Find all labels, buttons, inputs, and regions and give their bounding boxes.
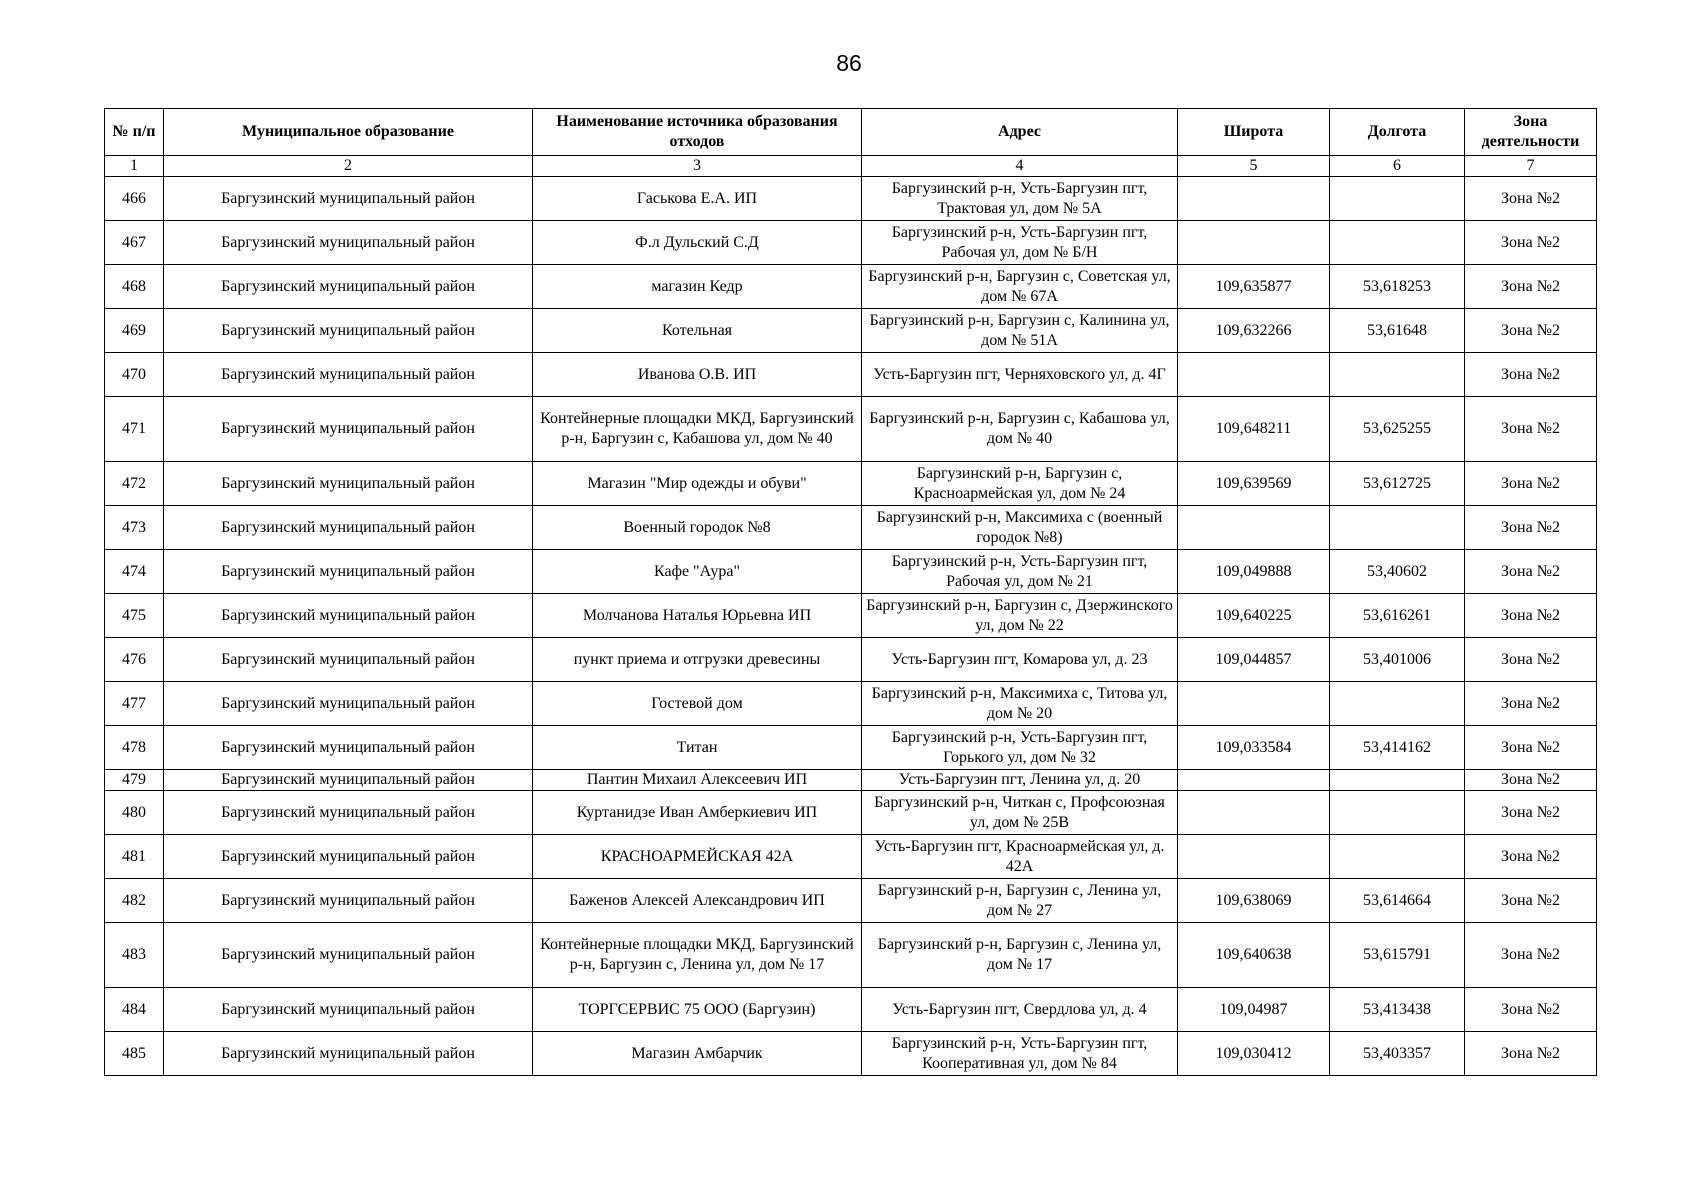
latitude-cell xyxy=(1178,353,1330,397)
row-number: 477 xyxy=(105,682,164,726)
zone-cell: Зона №2 xyxy=(1465,988,1597,1032)
source-cell: Кафе "Аура" xyxy=(533,550,862,594)
table-row xyxy=(105,221,1597,265)
zone-cell: Зона №2 xyxy=(1465,835,1597,879)
longitude-cell xyxy=(1330,791,1465,835)
table-row xyxy=(105,726,1597,770)
row-number: 485 xyxy=(105,1032,164,1076)
column-number: 3 xyxy=(533,156,862,177)
address-cell: Баргузинский р-н, Баргузин с, Ленина ул, дом № 27 xyxy=(862,879,1178,923)
municipality-cell: Баргузинский муниципальный район xyxy=(164,353,533,397)
address-cell: Усть-Баргузин пгт, Ленина ул, д. 20 xyxy=(862,770,1178,791)
table-row xyxy=(105,770,1597,791)
longitude-cell xyxy=(1330,835,1465,879)
table-row xyxy=(105,506,1597,550)
zone-cell: Зона №2 xyxy=(1465,770,1597,791)
latitude-cell: 109,632266 xyxy=(1178,309,1330,353)
address-cell: Усть-Баргузин пгт, Комарова ул, д. 23 xyxy=(862,638,1178,682)
table-row xyxy=(105,682,1597,726)
latitude-cell xyxy=(1178,221,1330,265)
longitude-cell xyxy=(1330,506,1465,550)
latitude-cell: 109,049888 xyxy=(1178,550,1330,594)
source-cell: ТОРГСЕРВИС 75 ООО (Баргузин) xyxy=(533,988,862,1032)
latitude-cell: 109,635877 xyxy=(1178,265,1330,309)
row-number: 470 xyxy=(105,353,164,397)
source-cell: Титан xyxy=(533,726,862,770)
row-number: 483 xyxy=(105,923,164,988)
address-cell: Баргузинский р-н, Максимиха с (военный городок №8) xyxy=(862,506,1178,550)
row-number: 472 xyxy=(105,462,164,506)
municipality-cell: Баргузинский муниципальный район xyxy=(164,770,533,791)
source-cell: Иванова О.В. ИП xyxy=(533,353,862,397)
zone-cell: Зона №2 xyxy=(1465,1032,1597,1076)
table-row xyxy=(105,923,1597,988)
source-cell: Куртанидзе Иван Амберкиевич ИП xyxy=(533,791,862,835)
row-number: 469 xyxy=(105,309,164,353)
longitude-cell xyxy=(1330,221,1465,265)
latitude-cell: 109,033584 xyxy=(1178,726,1330,770)
longitude-cell: 53,414162 xyxy=(1330,726,1465,770)
zone-cell: Зона №2 xyxy=(1465,309,1597,353)
table-row xyxy=(105,462,1597,506)
table-row xyxy=(105,879,1597,923)
column-number: 1 xyxy=(105,156,164,177)
source-cell: Контейнерные площадки МКД, Баргузинский р-н, Баргузин с, Кабашова ул, дом № 40 xyxy=(533,397,862,462)
address-cell: Баргузинский р-н, Читкан с, Профсоюзная ул, дом № 25В xyxy=(862,791,1178,835)
source-cell: Пантин Михаил Алексеевич ИП xyxy=(533,770,862,791)
longitude-cell: 53,61648 xyxy=(1330,309,1465,353)
zone-cell: Зона №2 xyxy=(1465,353,1597,397)
address-cell: Баргузинский р-н, Усть-Баргузин пгт, Трактовая ул, дом № 5А xyxy=(862,177,1178,221)
row-number: 479 xyxy=(105,770,164,791)
municipality-cell: Баргузинский муниципальный район xyxy=(164,726,533,770)
latitude-cell: 109,640225 xyxy=(1178,594,1330,638)
row-number: 467 xyxy=(105,221,164,265)
longitude-cell xyxy=(1330,177,1465,221)
latitude-cell: 109,638069 xyxy=(1178,879,1330,923)
zone-cell: Зона №2 xyxy=(1465,638,1597,682)
latitude-cell xyxy=(1178,770,1330,791)
zone-cell: Зона №2 xyxy=(1465,397,1597,462)
latitude-cell: 109,04987 xyxy=(1178,988,1330,1032)
source-cell: Молчанова Наталья Юрьевна ИП xyxy=(533,594,862,638)
column-number: 5 xyxy=(1178,156,1330,177)
municipality-cell: Баргузинский муниципальный район xyxy=(164,309,533,353)
table-row xyxy=(105,397,1597,462)
row-number: 478 xyxy=(105,726,164,770)
longitude-cell: 53,618253 xyxy=(1330,265,1465,309)
row-number: 482 xyxy=(105,879,164,923)
source-cell: Военный городок №8 xyxy=(533,506,862,550)
municipality-cell: Баргузинский муниципальный район xyxy=(164,265,533,309)
longitude-cell: 53,614664 xyxy=(1330,879,1465,923)
address-cell: Баргузинский р-н, Усть-Баргузин пгт, Рабочая ул, дом № Б/Н xyxy=(862,221,1178,265)
table-row xyxy=(105,1032,1597,1076)
row-number: 473 xyxy=(105,506,164,550)
municipality-cell: Баргузинский муниципальный район xyxy=(164,682,533,726)
address-cell: Баргузинский р-н, Усть-Баргузин пгт, Кооперативная ул, дом № 84 xyxy=(862,1032,1178,1076)
longitude-cell: 53,403357 xyxy=(1330,1032,1465,1076)
table-row xyxy=(105,791,1597,835)
column-number: 6 xyxy=(1330,156,1465,177)
table-row xyxy=(105,988,1597,1032)
header-zone: Зона деятельности xyxy=(1465,109,1597,156)
zone-cell: Зона №2 xyxy=(1465,594,1597,638)
longitude-cell: 53,625255 xyxy=(1330,397,1465,462)
longitude-cell xyxy=(1330,682,1465,726)
municipality-cell: Баргузинский муниципальный район xyxy=(164,550,533,594)
longitude-cell: 53,616261 xyxy=(1330,594,1465,638)
longitude-cell xyxy=(1330,770,1465,791)
source-cell: Гаськова Е.А. ИП xyxy=(533,177,862,221)
header-source: Наименование источника образования отходов xyxy=(533,109,862,156)
latitude-cell xyxy=(1178,682,1330,726)
source-cell: Котельная xyxy=(533,309,862,353)
municipality-cell: Баргузинский муниципальный район xyxy=(164,462,533,506)
zone-cell: Зона №2 xyxy=(1465,265,1597,309)
municipality-cell: Баргузинский муниципальный район xyxy=(164,791,533,835)
row-number: 466 xyxy=(105,177,164,221)
column-number: 7 xyxy=(1465,156,1597,177)
row-number: 475 xyxy=(105,594,164,638)
zone-cell: Зона №2 xyxy=(1465,726,1597,770)
row-number: 468 xyxy=(105,265,164,309)
table-row xyxy=(105,177,1597,221)
address-cell: Баргузинский р-н, Максимиха с, Титова ул, дом № 20 xyxy=(862,682,1178,726)
table-body xyxy=(105,177,1597,1076)
source-cell: Баженов Алексей Александрович ИП xyxy=(533,879,862,923)
source-cell: Ф.л Дульский С.Д xyxy=(533,221,862,265)
latitude-cell: 109,044857 xyxy=(1178,638,1330,682)
source-cell: Магазин Амбарчик xyxy=(533,1032,862,1076)
source-cell: КРАСНОАРМЕЙСКАЯ 42А xyxy=(533,835,862,879)
table-row xyxy=(105,638,1597,682)
zone-cell: Зона №2 xyxy=(1465,506,1597,550)
address-cell: Баргузинский р-н, Баргузин с, Дзержинского ул, дом № 22 xyxy=(862,594,1178,638)
table-row xyxy=(105,550,1597,594)
address-cell: Усть-Баргузин пгт, Черняховского ул, д. 4Г xyxy=(862,353,1178,397)
source-cell: пункт приема и отгрузки древесины xyxy=(533,638,862,682)
address-cell: Усть-Баргузин пгт, Красноармейская ул, д. 42А xyxy=(862,835,1178,879)
longitude-cell: 53,40602 xyxy=(1330,550,1465,594)
longitude-cell: 53,612725 xyxy=(1330,462,1465,506)
latitude-cell xyxy=(1178,791,1330,835)
row-number: 481 xyxy=(105,835,164,879)
table-row xyxy=(105,353,1597,397)
zone-cell: Зона №2 xyxy=(1465,682,1597,726)
address-cell: Баргузинский р-н, Баргузин с, Красноармейская ул, дом № 24 xyxy=(862,462,1178,506)
municipality-cell: Баргузинский муниципальный район xyxy=(164,879,533,923)
header-address: Адрес xyxy=(862,109,1178,156)
municipality-cell: Баргузинский муниципальный район xyxy=(164,988,533,1032)
table-row xyxy=(105,309,1597,353)
municipality-cell: Баргузинский муниципальный район xyxy=(164,594,533,638)
longitude-cell: 53,615791 xyxy=(1330,923,1465,988)
address-cell: Баргузинский р-н, Усть-Баргузин пгт, Горького ул, дом № 32 xyxy=(862,726,1178,770)
column-number: 4 xyxy=(862,156,1178,177)
header-municipality: Муниципальное образование xyxy=(164,109,533,156)
header-number: № п/п xyxy=(105,109,164,156)
zone-cell: Зона №2 xyxy=(1465,879,1597,923)
source-cell: магазин Кедр xyxy=(533,265,862,309)
municipality-cell: Баргузинский муниципальный район xyxy=(164,221,533,265)
waste-sources-table xyxy=(104,108,1597,1076)
source-cell: Магазин "Мир одежды и обуви" xyxy=(533,462,862,506)
municipality-cell: Баргузинский муниципальный район xyxy=(164,506,533,550)
longitude-cell: 53,413438 xyxy=(1330,988,1465,1032)
address-cell: Баргузинский р-н, Усть-Баргузин пгт, Рабочая ул, дом № 21 xyxy=(862,550,1178,594)
column-numbers-row xyxy=(105,156,1597,177)
table-row xyxy=(105,835,1597,879)
source-cell: Контейнерные площадки МКД, Баргузинский р-н, Баргузин с, Ленина ул, дом № 17 xyxy=(533,923,862,988)
latitude-cell xyxy=(1178,177,1330,221)
zone-cell: Зона №2 xyxy=(1465,923,1597,988)
municipality-cell: Баргузинский муниципальный район xyxy=(164,638,533,682)
latitude-cell xyxy=(1178,835,1330,879)
zone-cell: Зона №2 xyxy=(1465,462,1597,506)
address-cell: Баргузинский р-н, Баргузин с, Калинина ул, дом № 51А xyxy=(862,309,1178,353)
table-row xyxy=(105,594,1597,638)
address-cell: Баргузинский р-н, Баргузин с, Ленина ул, дом № 17 xyxy=(862,923,1178,988)
zone-cell: Зона №2 xyxy=(1465,791,1597,835)
row-number: 484 xyxy=(105,988,164,1032)
row-number: 474 xyxy=(105,550,164,594)
latitude-cell: 109,648211 xyxy=(1178,397,1330,462)
municipality-cell: Баргузинский муниципальный район xyxy=(164,835,533,879)
address-cell: Баргузинский р-н, Баргузин с, Кабашова ул, дом № 40 xyxy=(862,397,1178,462)
header-row xyxy=(105,109,1597,156)
header-latitude: Широта xyxy=(1178,109,1330,156)
municipality-cell: Баргузинский муниципальный район xyxy=(164,177,533,221)
zone-cell: Зона №2 xyxy=(1465,550,1597,594)
zone-cell: Зона №2 xyxy=(1465,221,1597,265)
column-number: 2 xyxy=(164,156,533,177)
latitude-cell: 109,639569 xyxy=(1178,462,1330,506)
longitude-cell: 53,401006 xyxy=(1330,638,1465,682)
latitude-cell: 109,030412 xyxy=(1178,1032,1330,1076)
row-number: 480 xyxy=(105,791,164,835)
address-cell: Усть-Баргузин пгт, Свердлова ул, д. 4 xyxy=(862,988,1178,1032)
row-number: 476 xyxy=(105,638,164,682)
latitude-cell: 109,640638 xyxy=(1178,923,1330,988)
municipality-cell: Баргузинский муниципальный район xyxy=(164,923,533,988)
row-number: 471 xyxy=(105,397,164,462)
table-row xyxy=(105,265,1597,309)
page-number: 86 xyxy=(836,50,862,76)
zone-cell: Зона №2 xyxy=(1465,177,1597,221)
address-cell: Баргузинский р-н, Баргузин с, Советская ул, дом № 67А xyxy=(862,265,1178,309)
municipality-cell: Баргузинский муниципальный район xyxy=(164,397,533,462)
municipality-cell: Баргузинский муниципальный район xyxy=(164,1032,533,1076)
source-cell: Гостевой дом xyxy=(533,682,862,726)
latitude-cell xyxy=(1178,506,1330,550)
header-longitude: Долгота xyxy=(1330,109,1465,156)
longitude-cell xyxy=(1330,353,1465,397)
